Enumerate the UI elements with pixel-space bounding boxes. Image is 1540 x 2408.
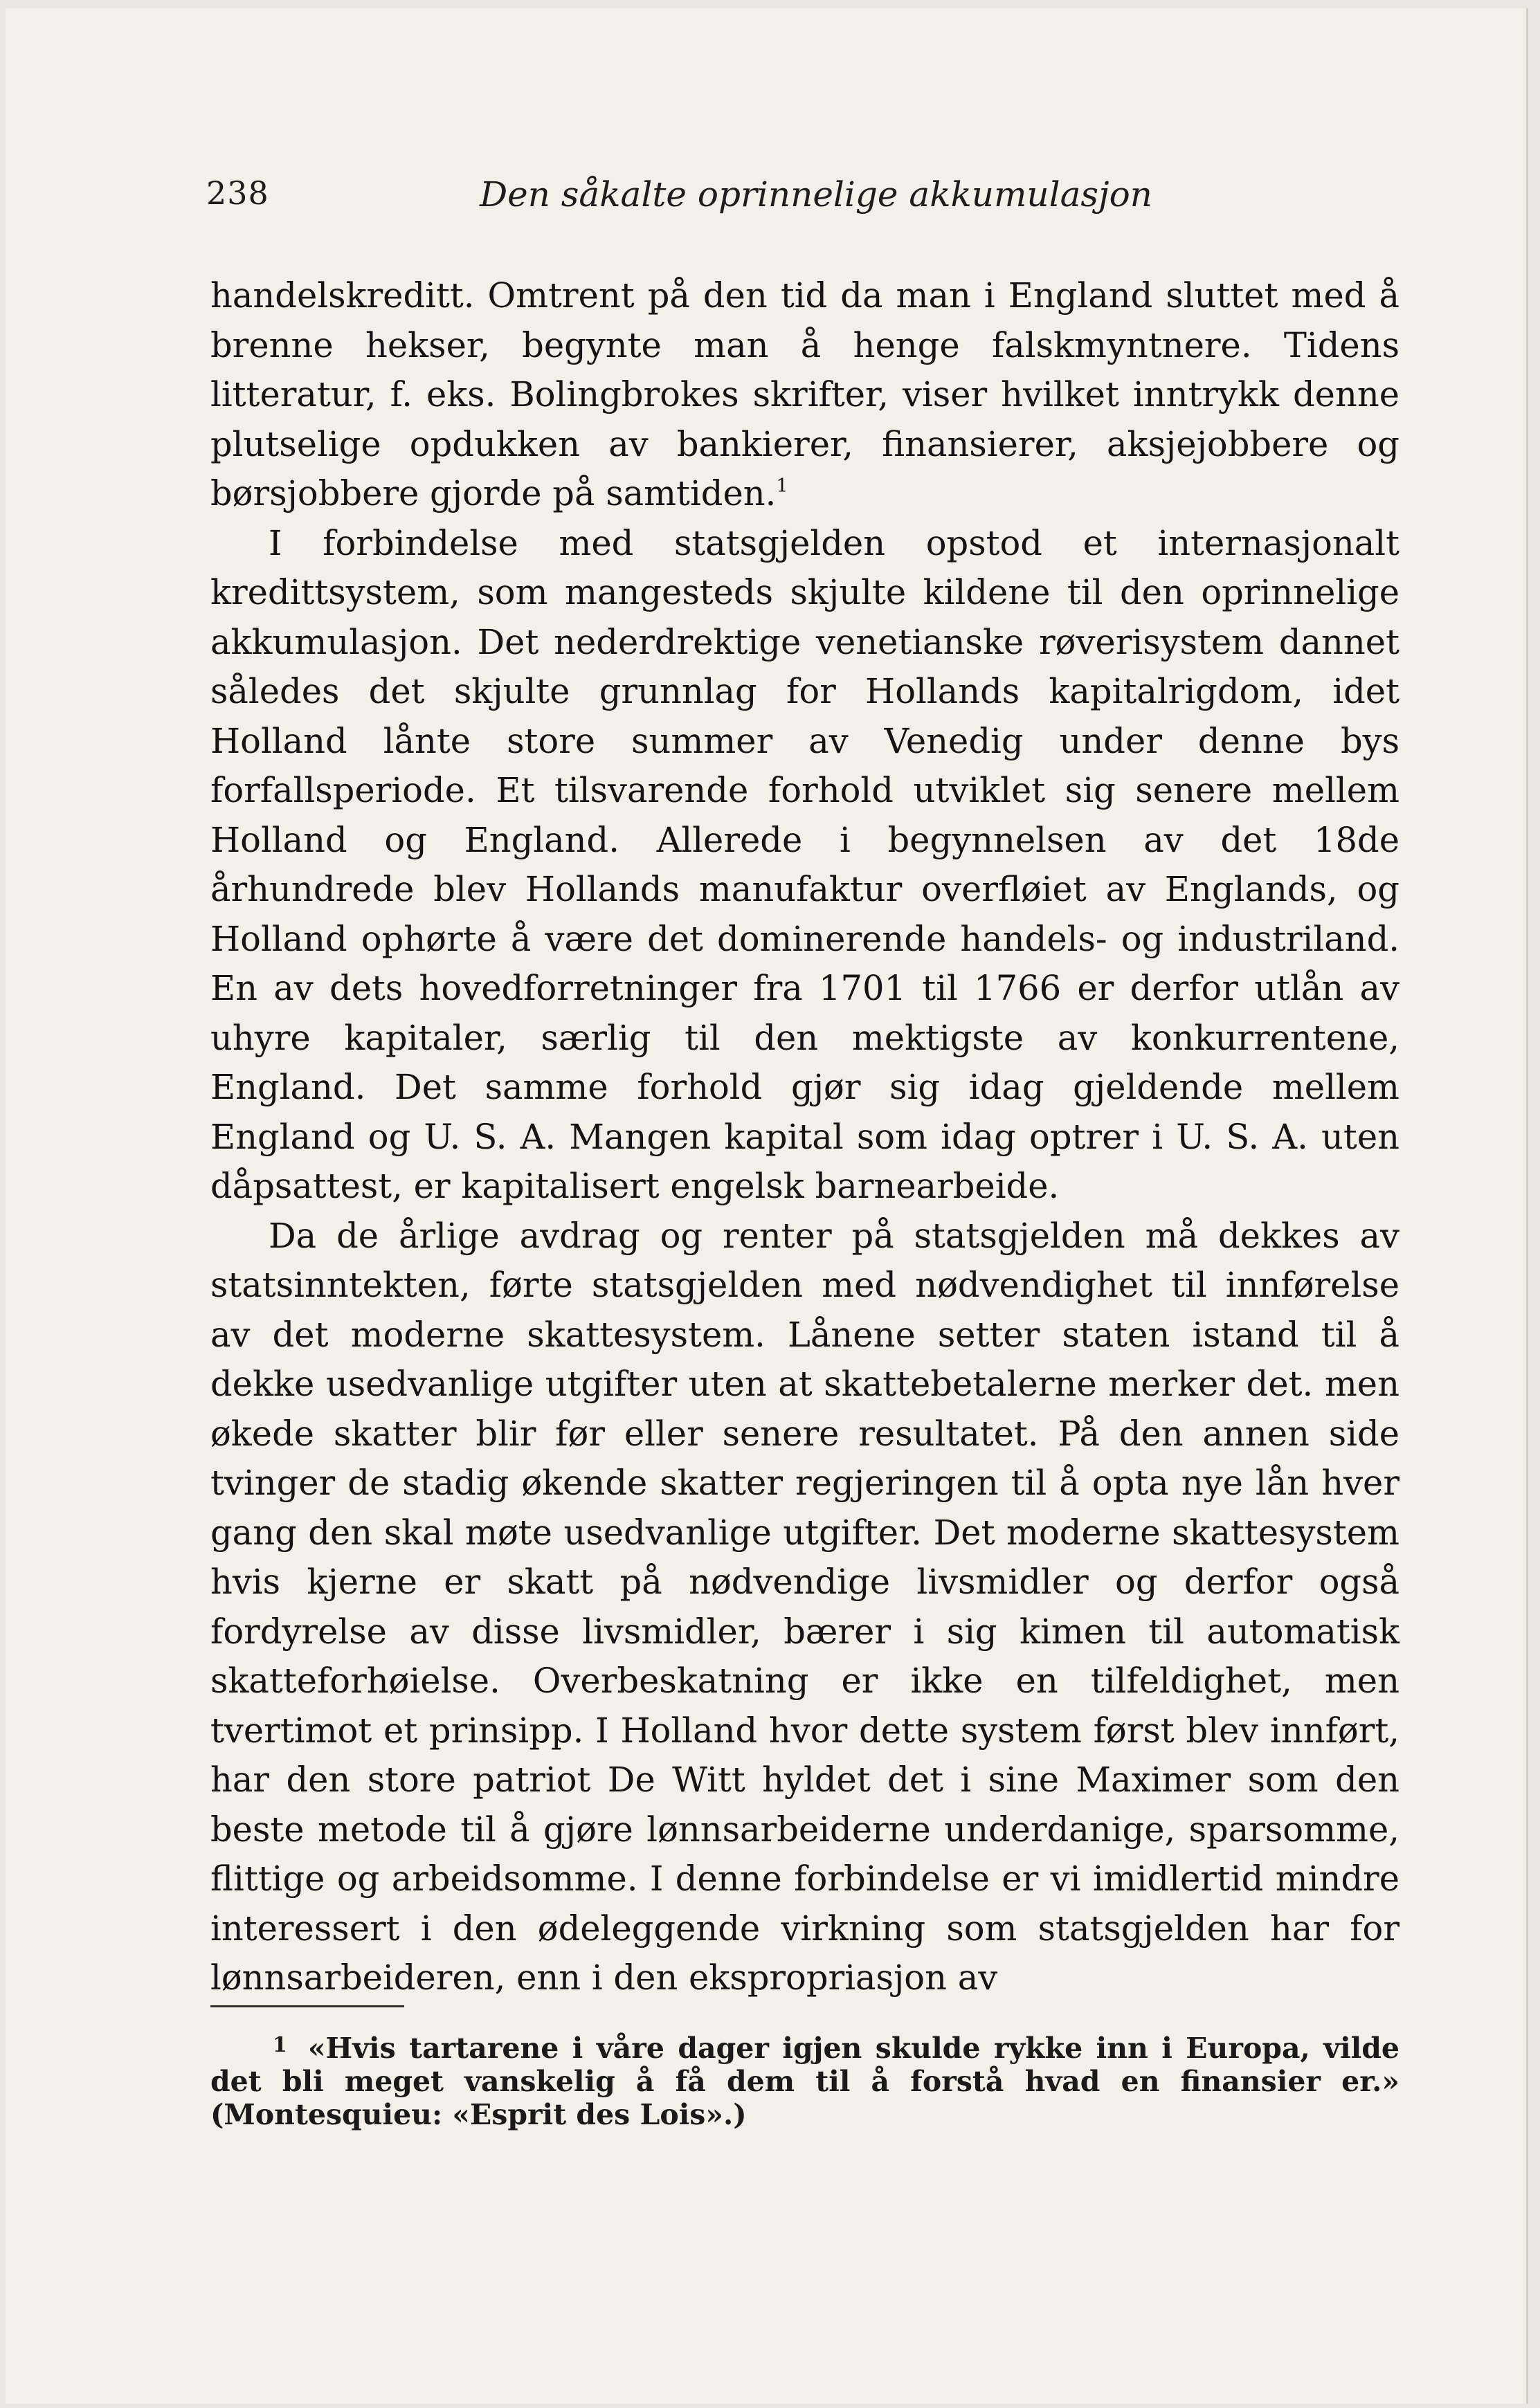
footnote-divider	[210, 2005, 404, 2007]
footnote-reference: 1	[776, 475, 788, 497]
footnote	[210, 2029, 1399, 2131]
paragraph-1	[210, 271, 1399, 519]
page-number: 238	[206, 174, 269, 212]
paragraph-3: Da de årlige avdrag og renter på statsgjelden må dekkes av statsinntekten, førte statsgjelden med nødvendighet til innførelse av det moderne skattesystem. Lånene setter staten istand til å dekke usedvanlige utgifter uten at skattebetalerne merker det. men økede skatter blir før eller senere resultatet. På den annen side tvinger de stadig økende skatter regjeringen til å opta nye lån hver gang den skal møte usedvanlige utgifter. Det moderne skattesystem hvis kjerne er skatt på nødvendige livsmidler og derfor også fordyrelse av disse livsmidler, bærer i sig kimen til automatisk skatteforhøielse. Overbeskatning er ikke en tilfeldighet, men tvertimot et prinsipp. I Holland hvor dette system først blev innført, har den store patriot De Witt hyldet det i sine Maximer som den beste metode til å gjøre lønnsarbeiderne underdanige, sparsomme, flittige og arbeidsomme. I denne forbindelse er vi imidlertid mindre interessert i den ødeleggende virkning som statsgjelden har for lønnsarbeideren, enn i den ekspropriasjon av	[210, 1215, 1399, 1998]
footnote-text: «Hvis tartarene i våre dager igjen skulde rykke inn i Europa, vilde det bli meget vanskelig å få dem til å forstå hvad en finansier er.» (Montesquieu: «Esprit des Lois».)	[210, 2032, 1399, 2131]
page-header	[206, 174, 1390, 223]
book-page	[6, 8, 1528, 2404]
paragraph-2: I forbindelse med statsgjelden opstod et internasjonalt kredittsystem, som mangesteds skjulte kildene til den oprinnelige akkumulasjon. Det nederdrektige venetianske røverisystem dannet således det skjulte grunnlag for Hollands kapitalrigdom, idet Holland lånte store summer av Venedig under denne bys forfallsperiode. Et tilsvarende forhold utviklet sig senere mellem Holland og England. Allerede i begynnelsen av det 18de århundrede blev Hollands manufaktur overfløiet av Englands, og Holland ophørte å være det dominerende handels- og industriland. En av dets hovedforretninger fra 1701 til 1766 er derfor utlån av uhyre kapitaler, særlig til den mektigste av konkurrentene, England. Det samme forhold gjør sig idag gjeldende mellem England og U. S. A. Mangen kapital som idag optrer i U. S. A. uten dåpsattest, er kapitalisert engelsk barnearbeide.	[210, 522, 1399, 1206]
running-title: Den såkalte oprinnelige akkumulasjon	[480, 174, 1152, 215]
paragraph-1-text: handelskreditt. Omtrent på den tid da man i England sluttet med å brenne hekser, begynte man å henge falskmyntnere. Tidens litteratur, f. eks. Bolingbrokes skrifter, viser hvilket inntrykk denne plutselige opdukken av bankierer, finansierer, aksjejobbere og børsjobbere gjorde på samtiden.	[210, 275, 1399, 513]
footnote-marker: 1	[273, 2033, 287, 2057]
body-text	[210, 271, 1399, 2003]
